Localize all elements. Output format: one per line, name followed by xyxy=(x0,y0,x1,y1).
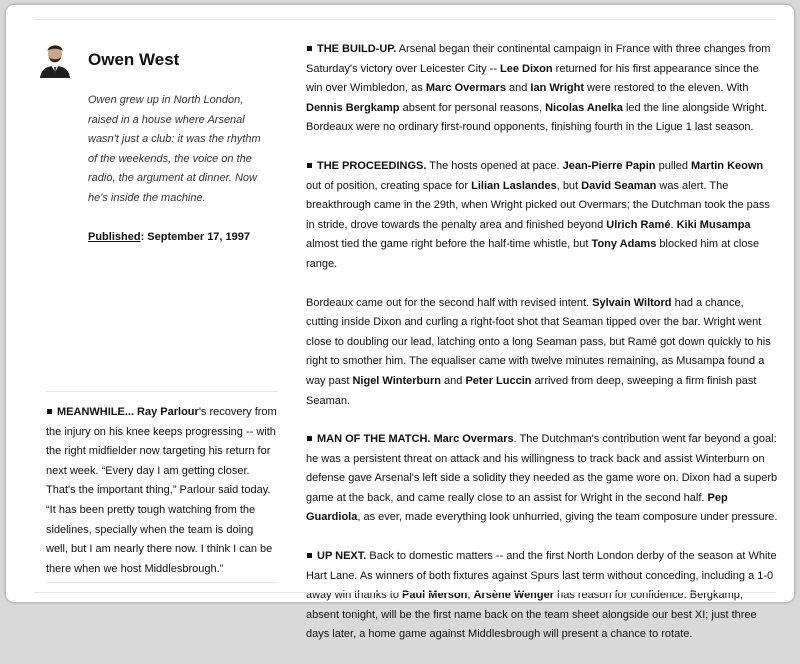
paragraph-man-of-the-match: MAN OF THE MATCH. Marc Overmars. The Dutchman's contribution went far beyond a goal: he was a persistent threat on attack and his willingness to track back and assist Winterburn on defense gave Arsenal's left side a solidity they needed as the game wore on. Dixon had a superb game at the back, and came really close to an assist for Wright in the second half. Pep Guardiola, as ever, made everything look unhurried, giving the team composure under pressure. xyxy=(306,433,778,524)
sidebar-heading: MEANWHILE... xyxy=(57,406,134,418)
player-name: Nicolas Anelka xyxy=(545,101,623,114)
player-name: Peter Luccin xyxy=(465,374,532,387)
paragraph-build-up: THE BUILD-UP. Arsenal began their continental campaign in France with three changes from Saturday's victory over Leicester City -- Lee Dixon returned for his first appearance since the win over Wimbledon, as Marc Overmars and Ian Wright were restored to the eleven. With Dennis Bergkamp absent for personal reasons, Nicolas Anelka led the line alongside Wright. Bordeaux were no ordinary first-round opponents, finishing fourth in the Ligue 1 last season. xyxy=(306,43,771,134)
sidebar-box xyxy=(46,391,278,583)
manager-name: Arsène Wenger xyxy=(473,589,555,602)
player-name: Kiki Musampa xyxy=(676,218,751,231)
bullet-square-icon xyxy=(307,46,312,51)
sidebar-name: Ray Parlour xyxy=(134,406,199,418)
player-name: Lilian Laslandes xyxy=(471,179,557,192)
published-line xyxy=(88,231,250,243)
top-divider xyxy=(34,19,776,20)
player-name: Martin Keown xyxy=(691,159,764,172)
player-name: Sylvain Wiltord xyxy=(592,296,672,309)
section-heading: THE PROCEEDINGS. xyxy=(317,159,427,172)
player-name: Tony Adams xyxy=(591,238,657,251)
article-page xyxy=(6,5,794,641)
bullet-square-icon xyxy=(307,436,312,441)
sidebar-text: MEANWHILE... Ray Parlour's recovery from the injury on his knee keeps progressing -- with the right midfielder now targeting his return for next week. “Every day I am getting closer. That's the important thing,” Parlour said today. “It has been pretty tough watching from the sidelines, specially when the team is doing well, but I am nearly there now. I think I can be there when we host Middlesbrough.” xyxy=(46,406,277,575)
player-name: Marc Overmars xyxy=(433,433,514,446)
bullet-square-icon xyxy=(307,163,312,168)
author-name: Owen West xyxy=(88,50,180,69)
article-body xyxy=(306,40,778,664)
section-heading: UP NEXT. xyxy=(317,550,367,563)
player-name: Ulrich Ramé xyxy=(606,218,671,231)
author-avatar xyxy=(38,38,72,78)
player-name: Ian Wright xyxy=(530,82,584,95)
paragraph-second-half: Bordeaux came out for the second half with revised intent. Sylvain Wiltord had a chance, cutting inside Dixon and curling a right-foot shot that Seaman tipped over the bar. Wright went close to doubling our lead, latching onto a long Seaman pass, but Ramé got down quickly to his right to smother him. The equaliser came with twelve minutes remaining, as Musampa found a way past Nigel Winterburn and Peter Luccin arrived from deep, sweeping a firm finish past Seaman. xyxy=(306,296,771,407)
player-name: Nigel Winterburn xyxy=(352,374,441,387)
published-date: : September 17, 1997 xyxy=(140,231,251,243)
paragraph-proceedings: THE PROCEEDINGS. The hosts opened at pace. Jean-Pierre Papin pulled Martin Keown out of position, creating space for Lilian Laslandes, but David Seaman was alert. The breakthrough came in the 29th, when Wright picked out Overmars; the Dutchman took the pass in stride, drove towards the penalty area and finished beyond Ulrich Ramé. Kiki Musampa almost tied the game right before the half-time whistle, but Tony Adams blocked him at close range. xyxy=(306,159,770,270)
paragraph-up-next: UP NEXT. Back to domestic matters -- and the first North London derby of the season at White Hart Lane. As winners of both fixtures against Spurs last term without conceding, including a 1-0 away win thanks to Paul Merson, Arsène Wenger has reason for confidence. Bergkamp, absent tonight, will be the first name back on the team sheet alongside our best XI; just three days later, a home game against Middlesbrough will present a chance to rotate. xyxy=(306,550,777,641)
player-name: Pep Guardiola xyxy=(306,491,728,524)
player-name: Jean-Pierre Papin xyxy=(562,159,656,172)
player-name: Marc Overmars xyxy=(425,82,506,95)
bullet-square-icon xyxy=(47,409,52,414)
section-heading: THE BUILD-UP. xyxy=(317,43,397,55)
bullet-square-icon xyxy=(307,553,312,558)
bottom-divider xyxy=(34,592,776,593)
player-name: Paul Merson xyxy=(402,589,468,602)
author-bio: Owen grew up in North London, raised in a house where Arsenal wasn't just a club: it was the rhythm of the weekends, the voice on the radio, the argument at dinner. Now he's inside the machine. xyxy=(88,94,261,204)
player-name: Dennis Bergkamp xyxy=(306,101,400,114)
player-name: Lee Dixon xyxy=(500,62,553,75)
section-heading: MAN OF THE MATCH. xyxy=(317,433,431,446)
player-name: David Seaman xyxy=(581,179,657,192)
published-label[interactable]: Published xyxy=(88,231,141,243)
